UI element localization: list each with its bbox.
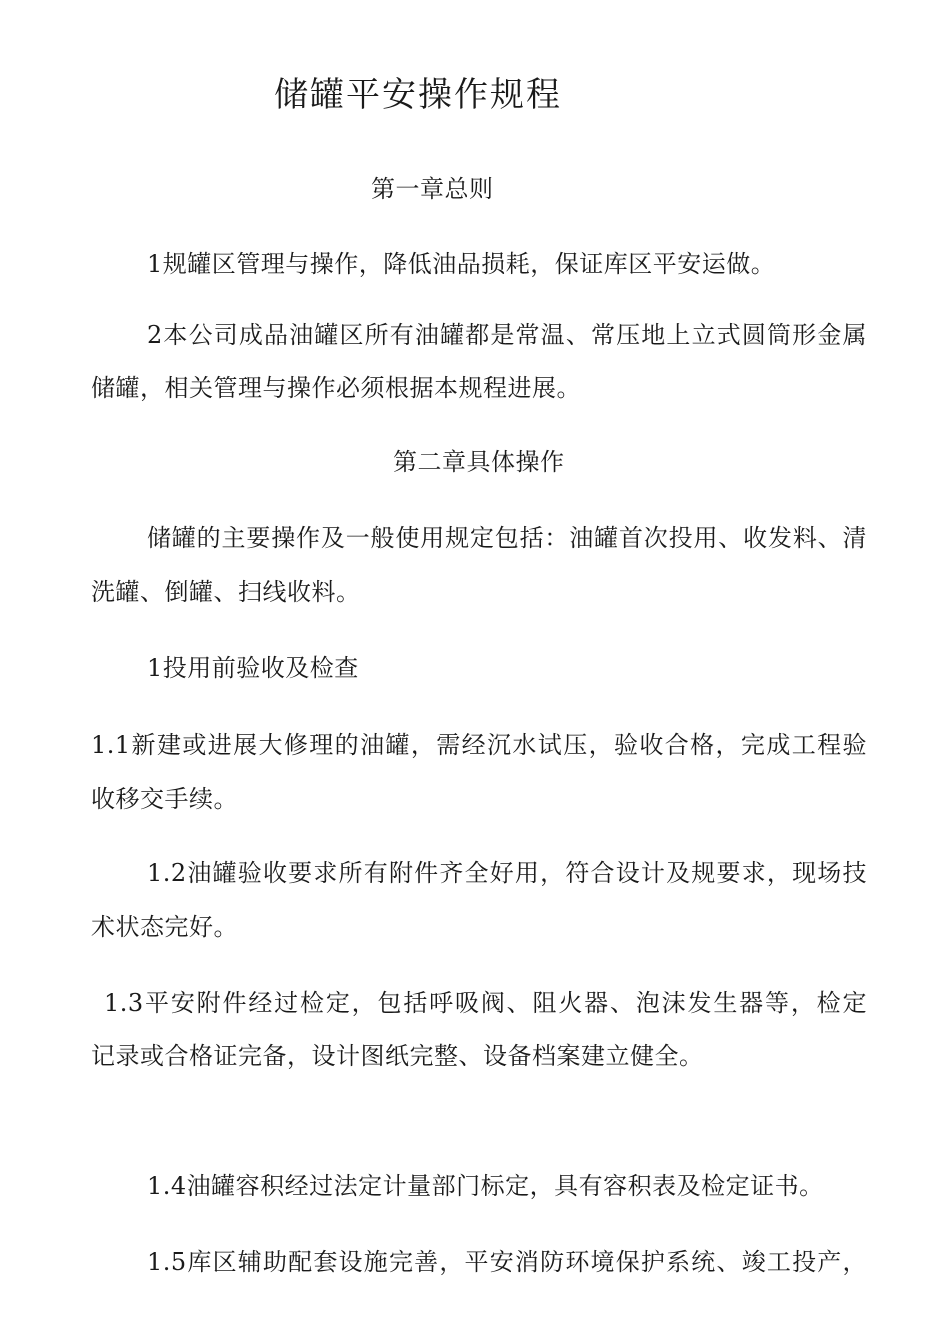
paragraph-3-line-2: 洗罐、倒罐、扫线收料。 (91, 578, 361, 606)
document-title: 储罐平安操作规程 (274, 75, 562, 115)
section-1-2-line-1: 1.2油罐验收要求所有附件齐全好用，符合设计及规要求，现场技 (147, 859, 867, 887)
section-1-1-line-1: 1.1新建或进展大修理的油罐，需经沉水试压，验收合格，完成工程验 (91, 731, 867, 759)
paragraph-2-line-2: 储罐，相关管理与操作必须根据本规程进展。 (91, 374, 581, 402)
paragraph-3-line-1: 储罐的主要操作及一般使用规定包括：油罐首次投用、收发料、清 (147, 524, 867, 552)
section-1-1-line-2: 收移交手续。 (91, 785, 238, 813)
paragraph-2-line-1: 2本公司成品油罐区所有油罐都是常温、常压地上立式圆筒形金属 (147, 321, 867, 349)
chapter-1-heading: 第一章总则 (371, 175, 494, 203)
section-1-5-line-1: 1.5库区辅助配套设施完善，平安消防环境保护系统、竣工投产， (147, 1248, 867, 1276)
section-1-3-line-1: 1.3平安附件经过检定，包括呼吸阀、阻火器、泡沫发生器等，检定 (104, 989, 867, 1017)
paragraph-1: 1规罐区管理与操作，降低油品损耗，保证库区平安运做。 (147, 250, 776, 278)
section-1-4: 1.4油罐容积经过法定计量部门标定，具有容积表及检定证书。 (147, 1172, 824, 1200)
section-1-2-line-2: 术状态完好。 (91, 913, 238, 941)
chapter-2-heading: 第二章具体操作 (393, 448, 565, 476)
section-1-3-line-2: 记录或合格证完备，设计图纸完整、设备档案建立健全。 (91, 1042, 704, 1070)
section-1-heading: 1投用前验收及检查 (147, 654, 359, 682)
